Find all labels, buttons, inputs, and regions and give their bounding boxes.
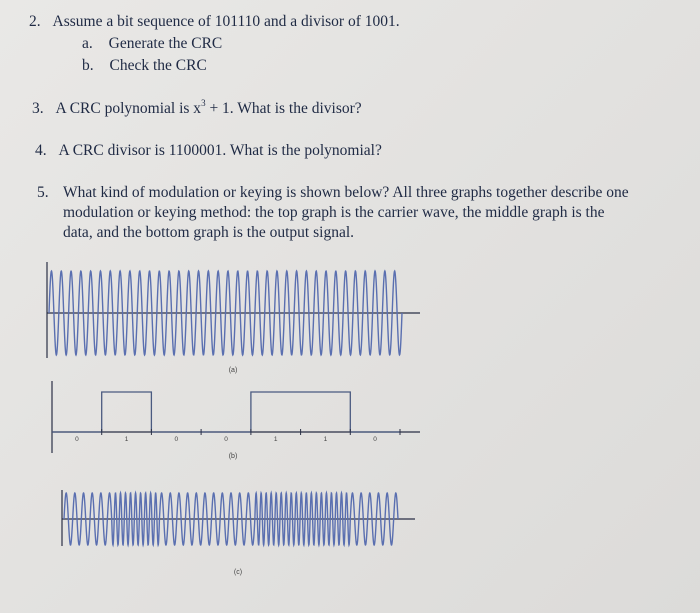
output-graph: [62, 490, 415, 576]
text-after: + 1. What is the divisor?: [205, 100, 362, 117]
carrier-wave: [49, 271, 402, 355]
subitem-text: Check the CRC: [109, 57, 207, 74]
question-5-line-2: modulation or keying method: the top graph is the carrier wave, the middle graph is the: [63, 204, 605, 221]
question-4: [35, 141, 382, 160]
subitem-a: [82, 35, 222, 53]
subitem-label: b.: [82, 57, 94, 74]
caption-b: (b): [228, 453, 238, 460]
question-5: [37, 183, 49, 202]
question-text: [56, 100, 362, 117]
caption-a: (a): [228, 367, 238, 374]
subitem-text: Generate the CRC: [108, 35, 223, 52]
question-2: [29, 12, 400, 31]
output-wave: [64, 493, 398, 545]
question-number: 2.: [29, 13, 41, 30]
bit-label: 0: [224, 436, 228, 443]
question-text: Assume a bit sequence of 101110 and a divisor of 1001.: [52, 13, 400, 30]
bit-label: 0: [75, 436, 79, 443]
question-5-line-1: What kind of modulation or keying is shown below? All three graphs together describe one: [63, 184, 629, 201]
subitem-label: a.: [82, 35, 93, 52]
carrier-graph: [47, 262, 420, 374]
bit-label: 1: [124, 436, 129, 443]
question-5-line-3: data, and the bottom graph is the output signal.: [63, 224, 355, 241]
subitem-b: [82, 57, 207, 75]
data-graph: [52, 381, 420, 460]
question-number: 4.: [35, 142, 47, 159]
question-number: 3.: [32, 100, 44, 117]
exponent: 3: [201, 98, 206, 108]
bit-labels: [75, 429, 400, 443]
bit-label: 1: [323, 436, 328, 443]
question-text: A CRC divisor is 1100001. What is the polynomial?: [58, 142, 382, 159]
question-number: 5.: [37, 184, 49, 201]
question-3: [32, 99, 362, 118]
bit-label: 0: [373, 436, 377, 443]
bit-label: 0: [174, 436, 179, 443]
caption-c: (c): [233, 569, 243, 576]
bit-label: 1: [273, 436, 278, 443]
text-before: A CRC polynomial is x: [55, 100, 202, 117]
data-square-wave: [52, 392, 400, 432]
